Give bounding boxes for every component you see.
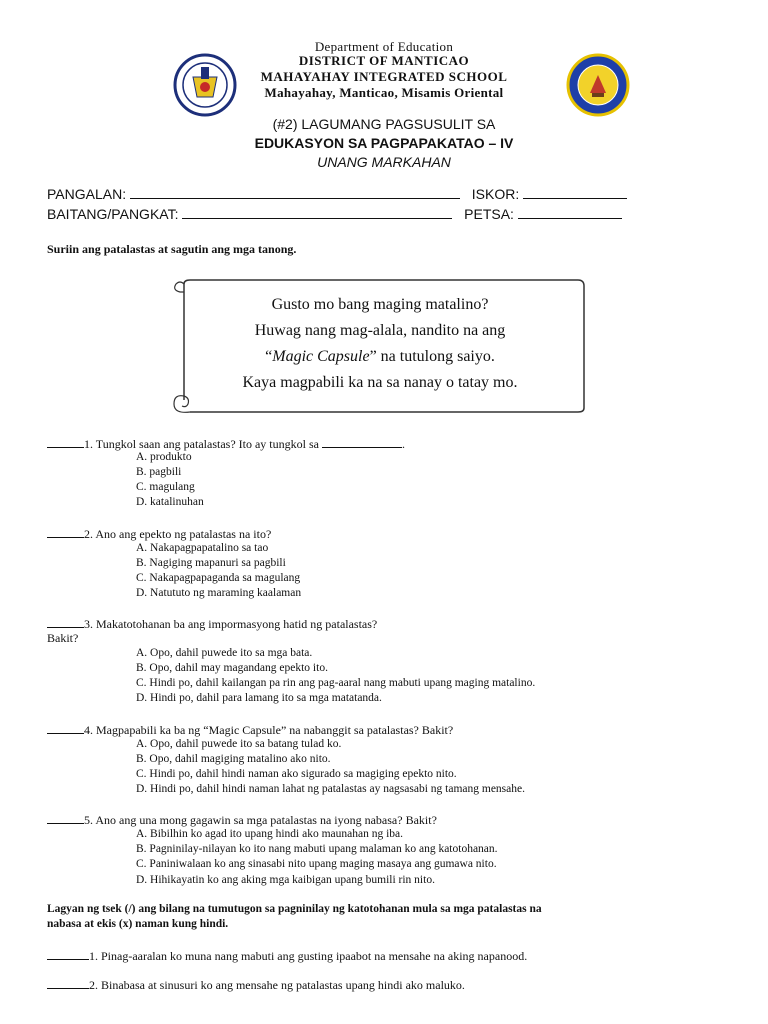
ad-line-3: “Magic Capsule” na tutulong saiyo.: [265, 348, 495, 365]
school-name: MAHAYAHAY INTEGRATED SCHOOL: [260, 69, 508, 84]
q3-option-d[interactable]: D. Hindi po, dahil para lamang ito sa mga matatanda.: [136, 692, 382, 704]
ad-product-name: Magic Capsule: [272, 348, 370, 365]
q2-option-a[interactable]: A. Nakapagpapatalino sa tao: [136, 542, 269, 554]
grade-blank[interactable]: [182, 206, 452, 219]
answer-blank-3[interactable]: [47, 616, 84, 628]
ad-line-1: Gusto mo bang maging matalino?: [271, 296, 489, 313]
q2-option-d[interactable]: D. Natututo ng maraming kaalaman: [136, 587, 302, 599]
fill-blank-1[interactable]: [322, 436, 402, 448]
question-5: 5. Ano ang una mong gagawin sa mga patalastas na iyong nabasa? Bakit?: [47, 812, 437, 828]
date-blank[interactable]: [518, 206, 622, 219]
date-label: PETSA:: [464, 206, 514, 222]
q5-option-b[interactable]: B. Pagninilay-nilayan ko ito nang mabuti upang malaman ko ang katotohanan.: [136, 843, 498, 855]
part2-item-1: 1. Pinag-aaralan ko muna nang mabuti ang gusting ipaabot na mensahe na aking napanood.: [47, 948, 527, 964]
q1-option-c[interactable]: C. magulang: [136, 481, 195, 493]
q4-option-a[interactable]: A. Opo, dahil puwede ito sa batang tulad ko.: [136, 738, 342, 750]
part2-answer-blank-1[interactable]: [47, 948, 89, 960]
q3-option-c[interactable]: C. Hindi po, dahil kailangan pa rin ang pag-aaral nang mabuti upang maging matalino.: [136, 677, 536, 689]
q1-option-b[interactable]: B. pagbili: [136, 466, 182, 478]
instruction-check-line-2: nabasa at ekis (x) naman kung hindi.: [47, 918, 229, 930]
question-3-continuation: Bakit?: [47, 631, 79, 645]
score-blank[interactable]: [523, 186, 627, 199]
q5-option-a[interactable]: A. Bibilhin ko agad ito upang hindi ako maunahan ng iba.: [136, 828, 404, 840]
grade-label: BAITANG/PANGKAT:: [47, 206, 179, 222]
department-name: Department of Education: [314, 39, 454, 54]
answer-blank-4[interactable]: [47, 722, 84, 734]
question-1: 1. Tungkol saan ang patalastas? Ito ay tungkol sa .: [47, 436, 405, 452]
q4-option-b[interactable]: B. Opo, dahil magiging matalino ako nito.: [136, 753, 331, 765]
q2-option-c[interactable]: C. Nakapagpapaganda sa magulang: [136, 572, 301, 584]
question-3: 3. Makatotohanan ba ang impormasyong hatid ng patalastas?: [47, 616, 377, 632]
name-label: PANGALAN:: [47, 186, 127, 202]
q1-option-a[interactable]: A. produkto: [136, 451, 192, 463]
question-4: 4. Magpapabili ka ba ng “Magic Capsule” na nabanggit sa patalastas? Bakit?: [47, 722, 453, 738]
answer-blank-2[interactable]: [47, 526, 84, 538]
q1-option-d[interactable]: D. katalinuhan: [136, 496, 204, 508]
ad-line-2: Huwag nang mag-alala, nandito na ang: [254, 322, 506, 339]
score-label: ISKOR:: [471, 186, 520, 202]
exam-subject: EDUKASYON SA PAGPAPAKATAO – IV: [254, 135, 514, 151]
grade-field: [47, 206, 622, 222]
part2-answer-blank-2[interactable]: [47, 977, 89, 989]
q2-option-b[interactable]: B. Nagiging mapanuri sa pagbili: [136, 557, 286, 569]
name-field: [47, 186, 627, 202]
q3-option-b[interactable]: B. Opo, dahil may magandang epekto ito.: [136, 662, 328, 674]
answer-blank-5[interactable]: [47, 812, 84, 824]
q5-option-c[interactable]: C. Paniniwalaan ko ang sinasabi nito upang maging masaya ang gumawa nito.: [136, 858, 497, 870]
exam-quarter: UNANG MARKAHAN: [317, 154, 451, 170]
ad-line-4: Kaya magpabili ka na sa nanay o tatay mo.: [242, 374, 518, 391]
q5-option-d[interactable]: D. Hihikayatin ko ang aking mga kaibigan upang bumili rin nito.: [136, 874, 435, 886]
q4-option-c[interactable]: C. Hindi po, dahil hindi naman ako sigurado sa magiging epekto nito.: [136, 768, 457, 780]
instruction-analyze: Suriin ang patalastas at sagutin ang mga tanong.: [47, 242, 297, 256]
exam-title: (#2) LAGUMANG PAGSUSULIT SA: [272, 116, 496, 132]
question-2: 2. Ano ang epekto ng patalastas na ito?: [47, 526, 271, 542]
school-address: Mahayahay, Manticao, Misamis Oriental: [264, 85, 504, 100]
part2-item-2: 2. Binabasa at sinusuri ko ang mensahe ng patalastas upang hindi ako maluko.: [47, 977, 465, 993]
answer-blank-1[interactable]: [47, 436, 84, 448]
instruction-check-line-1: Lagyan ng tsek (/) ang bilang na tumutugon sa pagninilay ng katotohanan mula sa mga patalastas na: [47, 903, 542, 915]
q4-option-d[interactable]: D. Hindi po, dahil hindi naman lahat ng patalastas ay nagsasabi ng tamang mensahe.: [136, 783, 525, 795]
name-blank[interactable]: [130, 186, 460, 199]
q3-option-a[interactable]: A. Opo, dahil puwede ito sa mga bata.: [136, 647, 313, 659]
district-name: DISTRICT OF MANTICAO: [298, 53, 470, 68]
